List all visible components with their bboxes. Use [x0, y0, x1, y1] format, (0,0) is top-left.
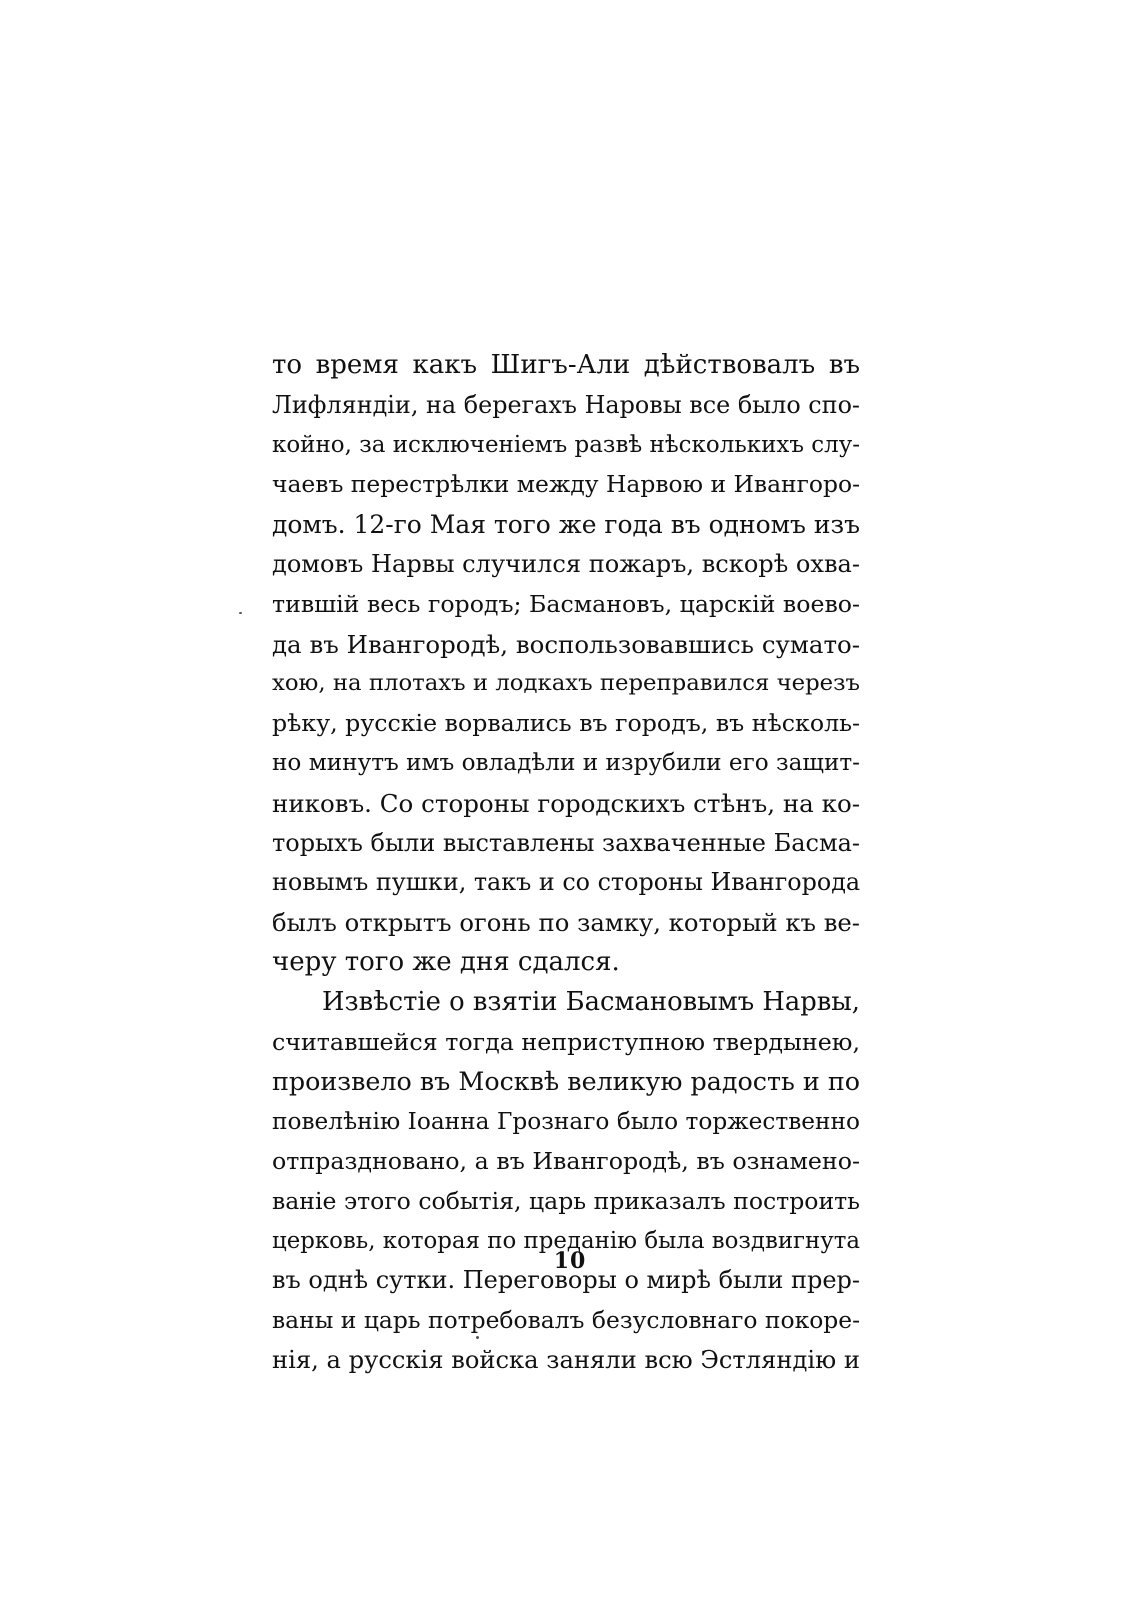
text-line: никовъ. Со стороны городскихъ стѣнъ, на ко- — [272, 788, 860, 818]
body-text — [272, 346, 860, 1381]
text-line: чаевъ перестрѣлки между Нарвою и Ивангоро- — [272, 470, 860, 499]
text-line: считавшейся тогда неприступною твердынею, — [272, 1027, 860, 1056]
text-line: нія, а русскія войска заняли всю Эстляндію и — [272, 1345, 861, 1374]
text-line: тившій весь городъ; Басмановъ, царскій воево- — [272, 589, 860, 618]
text-line: черу того же дня сдался. — [272, 946, 620, 977]
text-line: домовъ Нарвы случился пожаръ, вскорѣ охва- — [272, 549, 860, 578]
text-line: Извѣстіе о взятіи Басмановымъ Нарвы, — [322, 986, 860, 1017]
text-line: да въ Ивангородѣ, воспользовавшись сумато- — [272, 629, 860, 659]
text-line: произвело въ Москвѣ великую радость и по — [272, 1066, 860, 1097]
text-line: но минутъ имъ овладѣли и изрубили его защит- — [272, 749, 860, 776]
text-line: ваны и царь потребовалъ безусловнаго покоре- — [272, 1306, 860, 1335]
text-line: рѣку, русскіе ворвались въ городъ, въ нѣсколь- — [272, 709, 860, 738]
text-line: былъ открытъ огонь по замку, который къ ве- — [272, 908, 860, 938]
text-line: ваніе этого событія, царь приказалъ построить — [272, 1186, 860, 1215]
text-line: домъ. 12-го Мая того же года въ одномъ изъ — [272, 510, 860, 540]
page-number: 10 — [553, 1248, 587, 1274]
text-line: отпраздновано, а въ Ивангородѣ, въ ознамено- — [272, 1146, 860, 1175]
text-line: въ однѣ сутки. Переговоры о мирѣ были прер- — [272, 1266, 860, 1295]
text-line: хою, на плотахъ и лодкахъ переправился черезъ — [272, 670, 860, 697]
text-line: торыхъ были выставлены захваченные Басма- — [272, 828, 860, 857]
paragraph — [272, 983, 860, 1381]
text-line: Лифляндіи, на берегахъ Наровы все было спо- — [272, 390, 860, 419]
text-line: койно, за исключеніемъ развѣ нѣсколькихъ слу- — [272, 431, 860, 458]
text-line: новымъ пушки, такъ и со стороны Ивангорода — [272, 868, 861, 897]
scan-speck — [476, 1336, 479, 1339]
scan-speck — [239, 612, 242, 614]
text-line: то время какъ Шигъ-Али дѣйствовалъ въ — [272, 350, 860, 380]
text-line: церковь, которая по преданію была воздвигнута — [272, 1227, 860, 1254]
text-line: повелѣнію Іоанна Грознаго было торжественно — [272, 1108, 860, 1136]
paragraph — [272, 346, 860, 983]
